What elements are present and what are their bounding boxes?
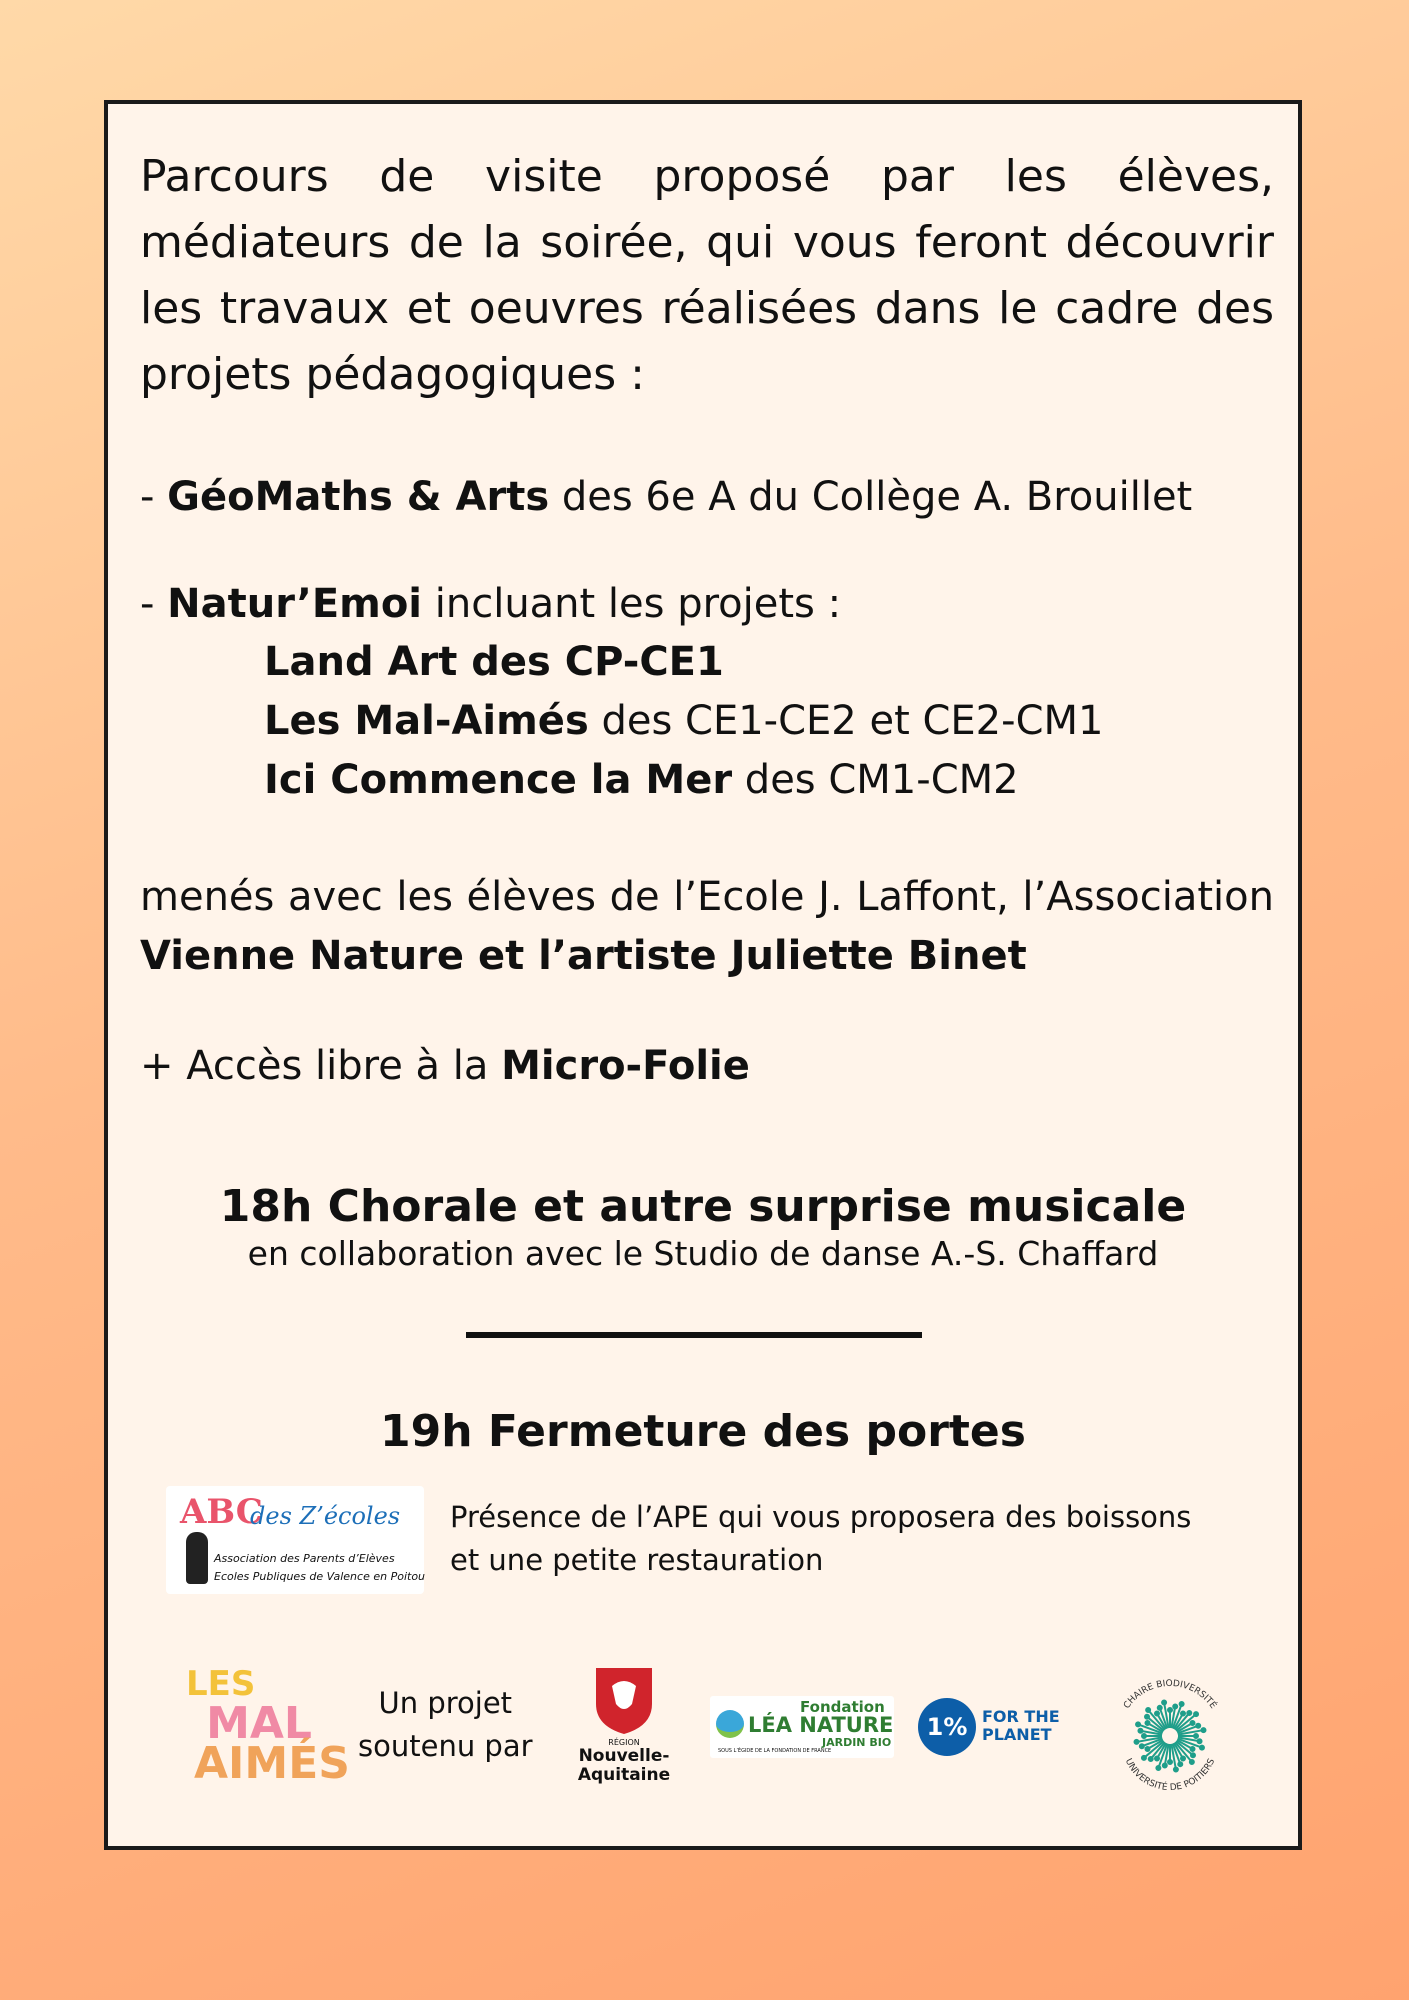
lea-main: LÉA NATURE bbox=[748, 1713, 894, 1737]
burst-dot bbox=[1138, 1729, 1142, 1733]
event-choir-title: 18h Chorale et autre surprise musicale bbox=[219, 1181, 1187, 1232]
burst-dot bbox=[1168, 1760, 1172, 1764]
region-line-1: Nouvelle- bbox=[578, 1746, 670, 1766]
burst-dot bbox=[1181, 1711, 1185, 1715]
region-shield-icon bbox=[592, 1664, 656, 1736]
region-small: RÉGION bbox=[608, 1738, 640, 1747]
burst-dot bbox=[1155, 1757, 1159, 1761]
malaimes-les: LES bbox=[186, 1664, 256, 1704]
burst-dot bbox=[1181, 1757, 1185, 1761]
abc-logo-title: des Z’écoles bbox=[250, 1502, 401, 1530]
burst-dot bbox=[1191, 1721, 1195, 1725]
burst-dot bbox=[1180, 1702, 1184, 1706]
burst-dot bbox=[1145, 1747, 1149, 1751]
burst-dot bbox=[1200, 1746, 1204, 1750]
micro-folie-access: + Accès libre à la Micro-Folie bbox=[140, 1043, 750, 1089]
abc-logo-sub2: Ecoles Publiques de Valence en Poitou bbox=[214, 1570, 426, 1583]
burst-dot bbox=[1198, 1739, 1202, 1743]
burst-dot bbox=[1168, 1708, 1172, 1712]
planet-line-1: FOR THE bbox=[982, 1707, 1060, 1726]
burst-dot bbox=[1158, 1706, 1162, 1710]
lea-tiny: SOUS L’ÉGIDE DE LA FONDATION DE FRANCE bbox=[718, 1748, 832, 1754]
lea-leaf-icon bbox=[716, 1710, 744, 1738]
partners-line-2: Vienne Nature et l’artiste Juliette Binet bbox=[140, 933, 1027, 979]
support-line-1: Un projet bbox=[378, 1686, 513, 1720]
biodiversity-burst-icon bbox=[1106, 1672, 1234, 1800]
lea-sub: JARDIN BIO bbox=[822, 1736, 892, 1749]
burst-dot bbox=[1156, 1766, 1160, 1770]
malaimes-mal: MAL bbox=[206, 1698, 312, 1749]
malaimes-aimes: AIMÉS bbox=[194, 1738, 350, 1789]
burst-dot bbox=[1142, 1756, 1146, 1760]
project-geomaths: - GéoMaths & Arts des 6e A du Collège A. Brouillet bbox=[140, 474, 1193, 520]
event-choir-subtitle: en collaboration avec le Studio de danse A.-S. Chaffard bbox=[247, 1234, 1159, 1273]
burst-dot bbox=[1173, 1704, 1177, 1708]
svg-text:CHAIRE BIODIVERSITÉ bbox=[1122, 1679, 1219, 1711]
planet-text bbox=[982, 1708, 1060, 1744]
burst-dot bbox=[1145, 1715, 1149, 1719]
child-silhouette-icon bbox=[186, 1532, 208, 1584]
region-nouvelle-aquitaine-logo bbox=[564, 1664, 684, 1794]
one-percent-for-the-planet-logo bbox=[918, 1698, 1068, 1758]
section-divider bbox=[466, 1332, 922, 1338]
burst-dot bbox=[1146, 1708, 1150, 1712]
planet-badge: 1% bbox=[918, 1698, 976, 1756]
burst-dot bbox=[1194, 1712, 1198, 1716]
abc-des-zecoles-logo bbox=[166, 1486, 424, 1594]
abc-logo-sub1: Association des Parents d’Elèves bbox=[214, 1552, 395, 1565]
subproject-mal-aimes: Les Mal-Aimés des CE1-CE2 et CE2-CM1 bbox=[264, 698, 1104, 744]
support-text bbox=[358, 1682, 533, 1768]
burst-dot bbox=[1162, 1701, 1166, 1705]
chaire-top: CHAIRE BIODIVERSITÉ bbox=[1122, 1678, 1218, 1711]
burst-dot bbox=[1201, 1728, 1205, 1732]
ape-text bbox=[450, 1496, 1191, 1582]
abc-logo-letters: ABC bbox=[180, 1492, 263, 1532]
burst-dot bbox=[1196, 1724, 1200, 1728]
burst-dot bbox=[1191, 1753, 1195, 1757]
burst-dot bbox=[1163, 1764, 1167, 1768]
burst-dot bbox=[1149, 1757, 1153, 1761]
intro-paragraph: Parcours de visite proposé par les élèves, médiateurs de la soirée, qui vous feront découvrir les travaux et oeuvres réalisées dans le cadre des projets pédagogiques : bbox=[140, 151, 1274, 400]
chaire-biodiversite-logo bbox=[1106, 1672, 1234, 1800]
project-naturemoi: - Natur’Emoi incluant les projets : bbox=[140, 581, 842, 627]
burst-dot bbox=[1135, 1740, 1139, 1744]
burst-dot bbox=[1191, 1747, 1195, 1751]
subproject-land-art: Land Art des CP-CE1 bbox=[264, 639, 724, 685]
ape-line-1: Présence de l’APE qui vous proposera des boissons bbox=[450, 1500, 1192, 1534]
burst-dot bbox=[1155, 1711, 1159, 1715]
burst-dot bbox=[1187, 1711, 1191, 1715]
burst-dot bbox=[1140, 1744, 1144, 1748]
burst-dot bbox=[1145, 1721, 1149, 1725]
region-line-2: Aquitaine bbox=[577, 1765, 671, 1785]
les-mal-aimes-logo bbox=[174, 1664, 350, 1804]
chaire-bottom: UNIVERSITÉ DE POITIERS bbox=[1122, 1757, 1218, 1794]
burst-dot bbox=[1136, 1722, 1140, 1726]
support-line-2: soutenu par bbox=[358, 1729, 533, 1763]
burst-dot bbox=[1178, 1762, 1182, 1766]
burst-dot bbox=[1174, 1767, 1178, 1771]
burst-dot bbox=[1142, 1734, 1146, 1738]
poster-card bbox=[104, 100, 1302, 1850]
event-closing-title: 19h Fermeture des portes bbox=[380, 1406, 1026, 1457]
planet-line-2: PLANET bbox=[982, 1725, 1052, 1744]
lea-top: Fondation bbox=[800, 1698, 885, 1716]
lea-nature-logo bbox=[710, 1696, 894, 1758]
subproject-ici-commence: Ici Commence la Mer des CM1-CM2 bbox=[264, 757, 1019, 803]
ape-line-2: et une petite restauration bbox=[450, 1543, 824, 1577]
burst-dot bbox=[1194, 1734, 1198, 1738]
burst-dot bbox=[1190, 1760, 1194, 1764]
partners-line-1: menés avec les élèves de l’Ecole J. Laffont, l’Association bbox=[140, 874, 1274, 920]
